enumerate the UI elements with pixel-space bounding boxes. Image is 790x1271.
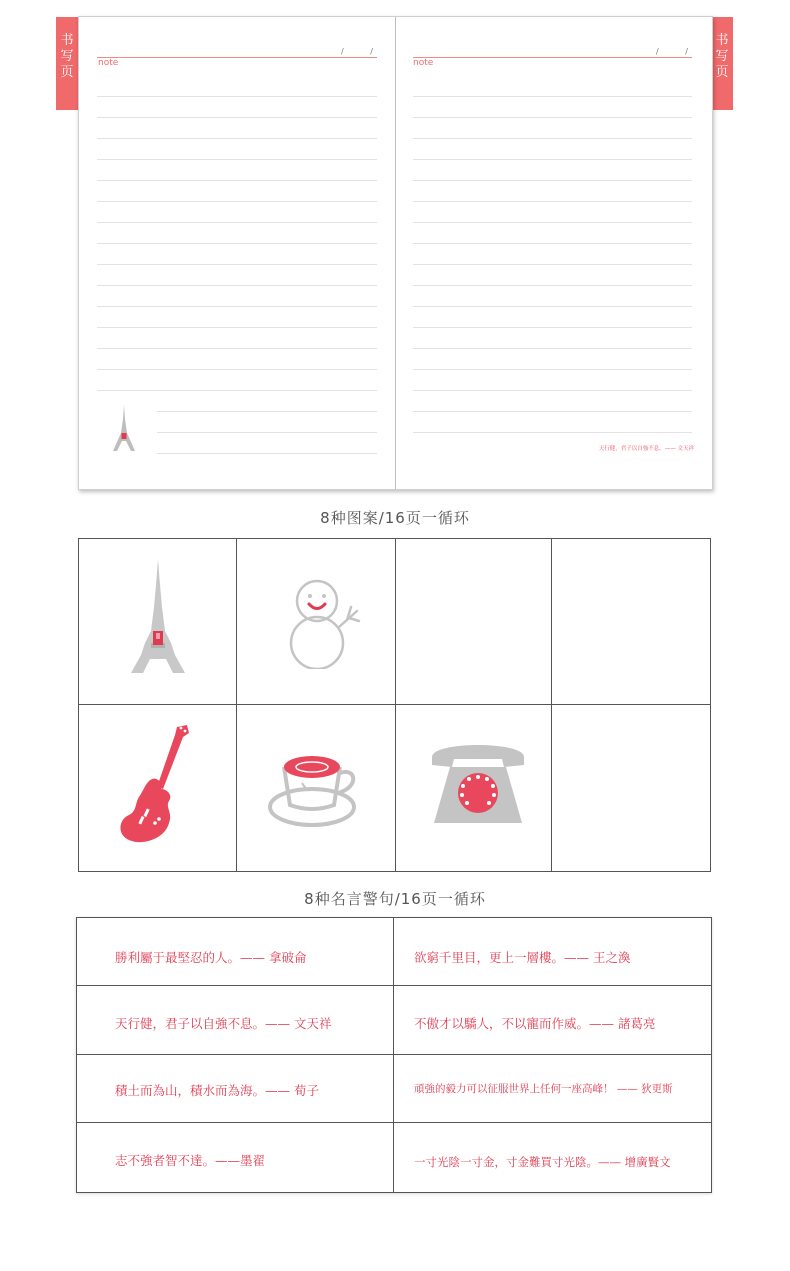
ruled-line	[97, 180, 377, 181]
ruled-line	[413, 306, 692, 307]
quote-cell	[394, 918, 711, 986]
guitar-icon	[119, 723, 191, 847]
quote-cell	[77, 1055, 394, 1123]
quote-text: 志不強者智不達。——墨翟	[115, 1153, 266, 1168]
patterns-grid	[78, 538, 711, 872]
ruled-line	[157, 453, 377, 454]
quote-text: 頑強的毅力可以征服世界上任何一座高峰！ —— 狄更斯	[414, 1083, 673, 1095]
ruled-line	[413, 348, 692, 349]
ruled-line	[97, 243, 377, 244]
quote-cell	[77, 918, 394, 986]
ruled-line	[413, 327, 692, 328]
left-page	[79, 17, 396, 489]
quote-cell	[77, 1123, 394, 1192]
pattern-cell	[396, 705, 552, 871]
pattern-cell	[79, 705, 237, 871]
pattern-cell	[552, 705, 710, 871]
rotary-telephone-icon	[428, 737, 528, 829]
eiffel-tower-icon	[111, 405, 137, 453]
patterns-caption: 8种图案/16页一循环	[320, 509, 470, 527]
ruled-line	[413, 96, 692, 97]
quotes-caption: 8种名言警句/16页一循环	[304, 890, 486, 908]
quote-cell	[77, 986, 394, 1055]
ruled-line	[413, 201, 692, 202]
ruled-line	[157, 432, 377, 433]
ruled-line	[97, 117, 377, 118]
writing-page-tag-left	[56, 17, 78, 110]
ruled-line	[97, 327, 377, 328]
pattern-cell	[396, 539, 552, 705]
note-label-right: note	[413, 58, 434, 68]
ruled-line	[413, 390, 692, 391]
ruled-line	[97, 285, 377, 286]
page-quote: 天行健，君子以自強不息。—— 文天祥	[598, 446, 694, 452]
ruled-line	[413, 117, 692, 118]
pattern-cell	[237, 539, 396, 705]
ruled-line	[97, 390, 377, 391]
note-header-line-left	[97, 57, 377, 58]
date-marks-right: / /	[656, 47, 700, 56]
ruled-line	[97, 222, 377, 223]
quote-text: 不傲才以驕人，不以寵而作威。—— 諸葛亮	[414, 1016, 656, 1031]
ruled-line	[413, 138, 692, 139]
quote-text: 一寸光陰一寸金，寸金難買寸光陰。—— 增廣賢文	[414, 1155, 671, 1169]
ruled-line	[413, 285, 692, 286]
ruled-line	[97, 138, 377, 139]
ruled-line	[413, 411, 692, 412]
pattern-cell	[552, 539, 710, 705]
ruled-line	[413, 432, 692, 433]
quote-text: 欲窮千里目，更上一層樓。—— 王之渙	[414, 950, 631, 965]
quote-text: 天行健，君子以自強不息。—— 文天祥	[115, 1016, 332, 1031]
ruled-line	[413, 264, 692, 265]
writing-page-tag-right	[711, 17, 733, 110]
pattern-cell	[237, 705, 396, 871]
ruled-line	[97, 201, 377, 202]
quotes-grid	[76, 917, 712, 1193]
eiffel-tower-icon	[131, 559, 185, 675]
ruled-line	[413, 180, 692, 181]
ruled-line	[413, 369, 692, 370]
ruled-line	[157, 411, 377, 412]
coffee-cup-icon	[268, 749, 364, 829]
quote-cell	[394, 1123, 711, 1192]
ruled-line	[97, 306, 377, 307]
tag-left-text: 书写页	[60, 33, 74, 80]
note-label-left: note	[98, 58, 119, 68]
quote-cell	[394, 986, 711, 1055]
notebook-spread	[78, 16, 713, 490]
note-header-line-right	[413, 57, 692, 58]
ruled-line	[97, 369, 377, 370]
ruled-line	[413, 243, 692, 244]
quote-cell	[394, 1055, 711, 1123]
ruled-line	[97, 264, 377, 265]
tag-right-text: 书写页	[715, 33, 729, 80]
ruled-line	[97, 96, 377, 97]
ruled-line	[97, 348, 377, 349]
quote-text: 勝利屬于最堅忍的人。—— 拿破侖	[115, 950, 307, 965]
ruled-line	[413, 222, 692, 223]
snowman-icon	[283, 577, 363, 669]
date-marks-left: / /	[341, 47, 385, 56]
right-page	[396, 17, 712, 489]
ruled-line	[97, 159, 377, 160]
ruled-line	[413, 159, 692, 160]
quote-text: 積土而為山，積水而為海。—— 荀子	[115, 1083, 319, 1098]
pattern-cell	[79, 539, 237, 705]
